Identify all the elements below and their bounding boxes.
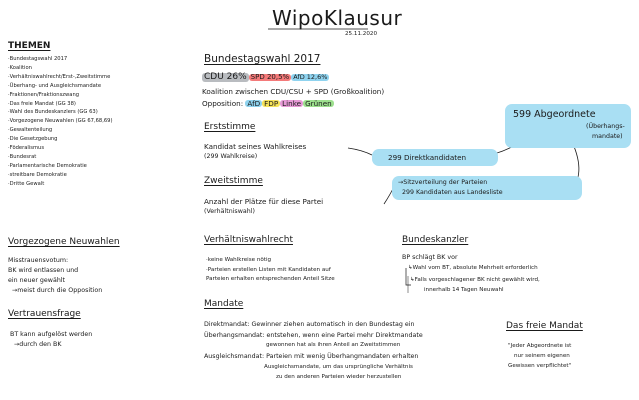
zweitstimme-heading: Zweitstimme [204, 176, 263, 186]
vertrauensfrage-heading: Vertrauensfrage [8, 309, 81, 319]
sitz-label: 299 Kandidaten aus Landesliste [402, 189, 503, 196]
btw-results-row [202, 73, 329, 82]
fdp-badge: FDP [264, 99, 279, 108]
btw-heading: Bundestagswahl 2017 [204, 53, 321, 65]
bundeskanzler-line: ↳Wahl vom BT, absolute Mehrheit erforderlich [408, 265, 538, 271]
themen-item: ·Koalition [8, 64, 32, 71]
verhaeltnis-line: ·Parteien erstellen Listen mit Kandidaten auf [206, 267, 331, 273]
sitz-label: →Sitzverteilung der Parteien [398, 179, 488, 186]
mandate-line: Ausgleichsmandat: Parteien mit wenig Überhangmandaten erhalten [204, 353, 419, 360]
themen-item: ·Die Gesetzgebung [8, 136, 58, 143]
freies-mandat-line: "Jeder Abgeordnete ist [508, 343, 572, 349]
cdu-result: CDU 26% [204, 72, 247, 82]
btw-coalition: Koalition zwischen CDU/CSU + SPD (Großkoalition) [202, 87, 385, 96]
mandate-line: Überhangsmandat: entstehen, wenn eine Partei mehr Direktmandate [204, 332, 423, 339]
bundeskanzler-line: innerhalb 14 Tagen Neuwahl [424, 287, 504, 293]
mandate-line: zu den anderen Parteien wieder herzustellen [276, 374, 402, 380]
themen-item: ·Parlamentarische Demokratie [8, 162, 87, 169]
neuwahlen-line: →meist durch die Opposition [12, 287, 103, 294]
bundeskanzler-heading: Bundeskanzler [402, 235, 469, 245]
btw-opposition: Opposition: AfD FDP Linke Grünen [202, 99, 332, 108]
erststimme-line: Kandidat seines Wahlkreises [204, 142, 307, 151]
themen-item: ·Fraktionen/Fraktionszwang [8, 91, 80, 98]
vertrauensfrage-line: →durch den BK [14, 341, 62, 348]
date-label: 25.11.2020 [345, 31, 378, 37]
mandate-line: gewonnen hat als ihren Anteil an Zweitstimmen [266, 342, 401, 348]
verhaeltnis-heading: Verhältniswahlrecht [204, 235, 293, 245]
neuwahlen-heading: Vorgezogene Neuwahlen [8, 237, 120, 247]
vertrauensfrage-line: BT kann aufgelöst werden [10, 331, 93, 338]
abgeordnete-sub: mandate) [592, 133, 623, 140]
abgeordnete-sub: (Überhangs- [586, 123, 625, 130]
themen-item: ·Bundestagswahl 2017 [8, 56, 68, 62]
neuwahlen-line: BK wird entlassen und [8, 267, 79, 274]
mandate-line: Ausgleichsmandate, um das ursprüngliche Verhältnis [264, 364, 413, 370]
afd-result: AfD 12,6% [293, 73, 328, 81]
direkt-label: 299 Direktkandidaten [388, 153, 467, 162]
themen-item: ·Überhang- und Ausgleichsmandate [8, 82, 102, 89]
mandate-heading: Mandate [204, 299, 244, 309]
abgeordnete-label: 599 Abgeordnete [513, 109, 596, 120]
themen-item: ·Wahl des Bundeskanzlers (GG 63) [8, 109, 98, 116]
erststimme-heading: Erststimme [204, 122, 256, 132]
themen-item: ·Dritte Gewalt [8, 180, 45, 187]
zweitstimme-line: Anzahl der Plätze für diese Partei [204, 197, 324, 206]
gruene-badge: Grünen [305, 99, 332, 108]
page-title: WipoKlausur [272, 6, 403, 30]
themen-item: ·Bundesrat [8, 153, 37, 160]
themen-heading: THEMEN [8, 41, 51, 51]
freies-mandat-line: Gewissen verpflichtet" [508, 363, 572, 369]
themen-item: ·Föderalismus [8, 145, 45, 151]
spd-result: SPD 20,5% [250, 73, 290, 81]
themen-item: ·Verhältniswahlrecht/Erst-,Zweitstimme [8, 73, 111, 80]
freies-mandat-line: nur seinem eigenen [514, 353, 570, 359]
bundeskanzler-line: BP schlägt BK vor [402, 254, 458, 261]
themen-item: ·streitbare Demokratie [8, 171, 67, 178]
mandate-line: Direktmandat: Gewinner ziehen automatisch in den Bundestag ein [204, 321, 415, 328]
verhaeltnis-line: ·keine Wahlkreise nötig [206, 257, 272, 263]
themen-item: ·Das freie Mandat (GG 38) [8, 100, 76, 107]
erststimme-line: (299 Wahlkreise) [204, 153, 258, 160]
afd-badge: AfD [247, 99, 261, 108]
themen-item: ·Gewaltenteilung [8, 127, 53, 134]
linke-badge: Linke [282, 99, 302, 108]
bundeskanzler-line: ↳Falls vorgeschlagener BK nicht gewählt wird, [410, 277, 540, 283]
verhaeltnis-line: Parteien erhalten entsprechenden Anteil Sitze [206, 276, 335, 282]
freies-mandat-heading: Das freie Mandat [506, 321, 583, 331]
neuwahlen-line: Misstrauensvotum: [8, 257, 69, 264]
zweitstimme-line: (Verhältniswahl) [204, 208, 255, 215]
neuwahlen-line: ein neuer gewählt [8, 277, 66, 284]
themen-item: ·Vorgezogene Neuwahlen (GG 67,68,69) [8, 118, 113, 125]
